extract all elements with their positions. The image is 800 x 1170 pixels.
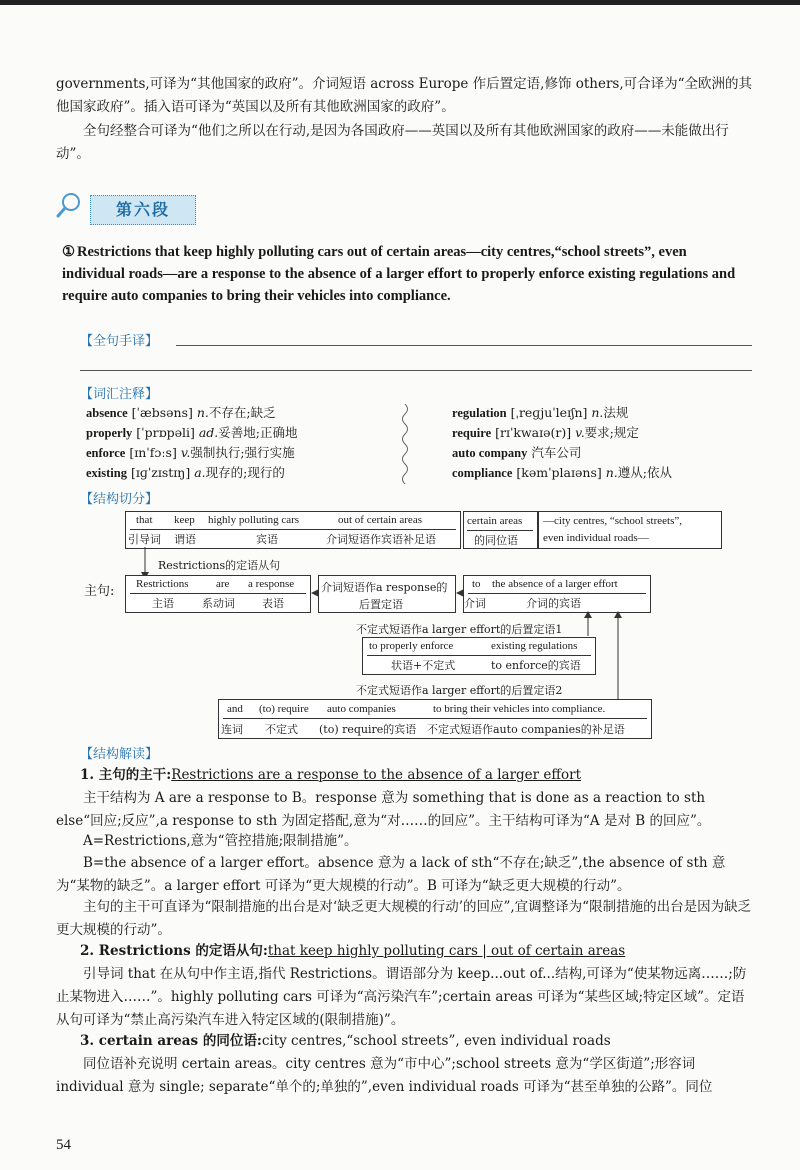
reading-p2: A=Restrictions,意为“管控措施;限制措施”。	[83, 833, 358, 849]
connector-lines	[580, 610, 630, 780]
vocab-item: properly [ˈprɒpəli] ad.妥善地;正确地	[86, 425, 298, 440]
sentence-text: Restrictions that keep highly polluting cars out of certain areas—city centres,“school streets”, even individual roads—are a response to the absence of a larger effort to properly enforce existing regulations and require auto companies to bring their vehicles into compliance.	[62, 244, 736, 304]
to-label: 介词	[464, 597, 486, 610]
bottom-auto: auto companies	[327, 703, 396, 715]
inf1-caption: 不定式短语作a larger effort的后置定语1	[356, 623, 563, 636]
to-object: the absence of a larger effort	[492, 578, 618, 590]
inf1-a-label: 状语+不定式	[391, 659, 456, 672]
prep-box	[318, 575, 456, 613]
bottom-bring-label: 不定式短语作auto companies的补足语	[427, 723, 625, 736]
main-response: a response	[248, 578, 295, 590]
clause-out-label: 介词短语作宾语补足语	[326, 533, 436, 546]
bottom-auto-label: (to) require的宾语	[319, 723, 417, 736]
intro-paragraph-1: governments,可译为“其他国家的政府”。介词短语 across Europe 作后置定语,修饰 others,可合译为“全欧洲的其他国家政府”。插入语可译为“英国以及所有其他欧洲国家的政府”。	[56, 76, 753, 115]
translate-label: 【全句手译】	[80, 334, 159, 349]
inf1-b-label: to enforce的宾语	[491, 659, 581, 672]
reading-label: 【结构解读】	[80, 747, 159, 762]
vocab-item: compliance [kəmˈplaɪəns] n.遵从;依从	[452, 465, 672, 480]
reading-p4: 主句的主干可直译为“限制措施的出台是对‘缺乏更大规模的行动’的回应”,宜调整译为“限制措施的出台是因为缺乏更大规模的行动”。	[56, 899, 752, 938]
appos-box	[463, 511, 538, 549]
to-word: to	[472, 578, 481, 590]
reading-p1: 主干结构为 A are a response to B。response 意为 something that is done as a reaction to sth else“回应;反应”,a response to sth 为固定搭配,意为“对……的回应”。主干结构可译为“A 是对 B 的回应”。	[56, 790, 711, 829]
appos-content-box	[538, 511, 722, 549]
clause-hpc: highly polluting cars	[208, 514, 300, 526]
main-restrictions: Restrictions	[136, 578, 189, 590]
clause-caption: Restrictions的定语从句	[158, 559, 281, 572]
reading-p5: 引导词 that 在从句中作主语,指代 Restrictions。谓语部分为 keep...out of...结构,可译为“使某物远离……;防止某物进入……”。highly polluting cars 可译为“高污染汽车”;certain areas 可译为“某些区域;特定区域”。定语从句可译为“禁止高污染汽车进入特定区域的(限制措施)”。	[56, 966, 747, 1028]
divider-wavy	[398, 404, 412, 484]
magnifier-icon	[56, 192, 82, 218]
clause-box	[125, 511, 461, 549]
reading-heading-1: 1. 主句的主干:Restrictions are a response to the absence of a larger effort	[80, 767, 581, 783]
inf1-a: to properly enforce	[369, 640, 454, 652]
clause-that: that	[136, 514, 153, 526]
translate-line-2	[80, 370, 752, 371]
vocab-item: auto company 汽车公司	[452, 445, 582, 460]
clause-hpc-label: 宾语	[256, 533, 278, 546]
main-are: are	[216, 578, 230, 590]
appos-label: 的同位语	[474, 534, 518, 547]
clause-keep: keep	[174, 514, 195, 526]
bottom-bring: to bring their vehicles into compliance.	[433, 703, 606, 715]
to-object-label: 介词的宾语	[526, 597, 581, 610]
translate-line	[176, 345, 752, 346]
reading-p3: B=the absence of a larger effort。absence 意为 a lack of sth“不存在;缺乏”,the absence of sth 意为“某物的缺乏”。a larger effort 可译为“更大规模的行动”。B 可译为“缺乏更大规模的行动”。	[56, 855, 726, 894]
english-sentence	[62, 241, 752, 307]
structure-label: 【结构切分】	[80, 492, 159, 507]
reading-p6: 同位语补充说明 certain areas。city centres 意为“市中心”;school streets 意为“学区街道”;形容词 individual 意为 single; separate“单个的;单独的”,even individual roads 可译为“甚至单独的公路”。同位	[56, 1056, 713, 1095]
section-title: 第六段	[90, 195, 196, 225]
inf1-b: existing regulations	[491, 640, 578, 652]
sentence-number: ①	[62, 244, 75, 260]
appos-content-2: even individual roads—	[543, 532, 649, 544]
main-sentence-label: 主句:	[84, 584, 115, 599]
top-rule	[0, 0, 800, 5]
page-number: 54	[56, 1137, 71, 1153]
appos-text: certain areas	[467, 515, 523, 527]
to-box	[463, 575, 651, 613]
vocab-item: existing [ɪɡˈzɪstɪŋ] a.现存的;现行的	[86, 465, 285, 480]
bottom-and: and	[227, 703, 243, 715]
inf2-caption: 不定式短语作a larger effort的后置定语2	[356, 684, 563, 697]
reading-heading-3: 3. certain areas 的同位语:city centres,“school streets”, even individual roads	[80, 1033, 611, 1049]
intro-paragraph-2: 全句经整合可译为“他们之所以在行动,是因为各国政府——英国以及所有其他欧洲国家的政府——未能做出行动”。	[56, 123, 729, 162]
vocab-item: absence [ˈæbsəns] n.不存在;缺乏	[86, 405, 276, 420]
vocab-left	[86, 403, 396, 483]
inf1-box	[362, 637, 596, 675]
vocab-label: 【词汇注释】	[80, 387, 159, 402]
vocab-item: require [rɪˈkwaɪə(r)] v.要求;规定	[452, 425, 639, 440]
vocab-item: enforce [ɪnˈfɔːs] v.强制执行;强行实施	[86, 445, 295, 460]
main-are-label: 系动词	[202, 597, 235, 610]
main-resp-label: 表语	[262, 597, 284, 610]
bottom-require: (to) require	[259, 703, 309, 715]
appos-content-1: —city centres, “school streets”,	[543, 515, 682, 527]
clause-keep-label: 谓语	[174, 533, 196, 546]
prep-label-2: 后置定语	[359, 598, 403, 611]
bottom-require-label: 不定式	[265, 723, 298, 736]
vocab-right	[452, 403, 752, 483]
main-box	[125, 575, 311, 613]
clause-out: out of certain areas	[338, 514, 422, 526]
vocab-item: regulation [ˌreɡjuˈleɪʃn] n.法规	[452, 405, 629, 420]
bottom-box	[218, 699, 652, 739]
main-r-label: 主语	[152, 597, 174, 610]
bottom-and-label: 连词	[221, 723, 243, 736]
clause-that-label: 引导词	[128, 533, 161, 546]
prep-label-1: 介词短语作a response的	[321, 581, 448, 594]
reading-heading-2: 2. Restrictions 的定语从句:that keep highly polluting cars | out of certain areas	[80, 943, 626, 959]
